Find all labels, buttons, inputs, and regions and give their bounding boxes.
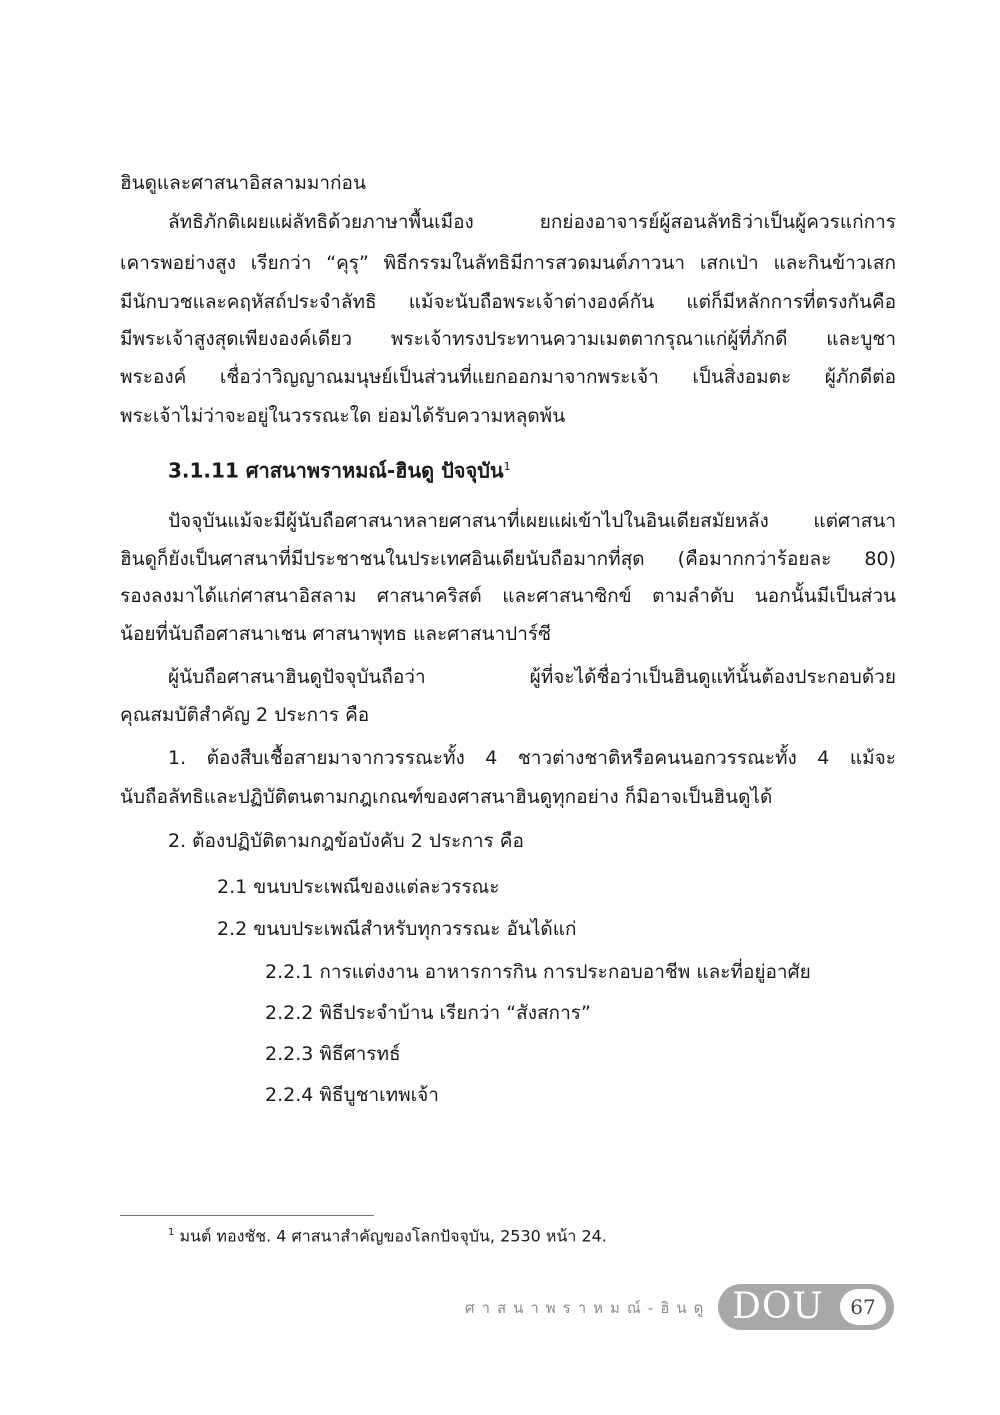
paragraph-line: มีนักบวชและคฤหัสถ์ประจำลัทธิ แม้จะนับถือพระเจ้าต่างองค์กัน แต่ก็มีหลักการที่ตรงกันคือ [120,291,896,313]
paragraph-line: คุณสมบัติสำคัญ 2 ประการ คือ [120,704,370,726]
running-title: ศาสนาพราหมณ์-ฮินดู [465,1299,711,1317]
section-heading-text: 3.1.11 ศาสนาพราหมณ์-ฮินดู ปัจจุบัน [168,458,504,483]
paragraph-line: มีพระเจ้าสูงสุดเพียงองค์เดียว พระเจ้าทรงประทานความเมตตากรุณาแก่ผู้ที่ภักดี และบูชา [120,328,896,350]
footnote-reference: 1 [503,460,511,473]
paragraph-line: ลัทธิภักติเผยแผ่ลัทธิด้วยภาษาพื้นเมือง ยกย่องอาจารย์ผู้สอนลัทธิว่าเป็นผู้ควรแก่การ [168,211,896,233]
footnote-divider [120,1215,374,1216]
footnote [168,1222,607,1247]
paragraph-line: ฮินดูก็ยังเป็นศาสนาที่มีประชาชนในประเทศอินเดียนับถือมากที่สุด (คือมากกว่าร้อยละ 80) [120,548,896,570]
paragraph-line: ปัจจุบันแม้จะมีผู้นับถือศาสนาหลายศาสนาที่เผยแผ่เข้าไปในอินเดียสมัยหลัง แต่ศาสนา [168,510,896,532]
sub-list-item: 2.1 ขนบประเพณีของแต่ละวรรณะ [217,876,500,898]
paragraph-line: รองลงมาได้แก่ศาสนาอิสลาม ศาสนาคริสต์ และศาสนาซิกข์ ตามลำดับ นอกนั้นมีเป็นส่วน [120,585,896,607]
sub-sub-list-item: 2.2.4 พิธีบูชาเทพเจ้า [265,1084,439,1106]
dou-logo-text: DOU [732,1286,824,1327]
section-heading [168,452,511,486]
sub-sub-list-item: 2.2.2 พิธีประจำบ้าน เรียกว่า “สังสการ” [265,1002,591,1024]
paragraph-line: พระองค์ เชื่อว่าวิญญาณมนุษย์เป็นส่วนที่แยกออกมาจากพระเจ้า เป็นสิ่งอมตะ ผู้ภักดีต่อ [120,366,896,388]
page-number: 67 [840,1289,886,1325]
list-item: 2. ต้องปฏิบัติตามกฎข้อบังคับ 2 ประการ คือ [168,830,524,852]
paragraph-line: เคารพอย่างสูง เรียกว่า “คุรุ” พิธีกรรมในลัทธิมีการสวดมนต์ภาวนา เสกเป่า และกินข้าวเสก [120,252,896,274]
paragraph-line: พระเจ้าไม่ว่าจะอยู่ในวรรณะใด ย่อมได้รับความหลุดพ้น [120,405,566,427]
paragraph-line: ผู้นับถือศาสนาฮินดูปัจจุบันถือว่า ผู้ที่จะได้ชื่อว่าเป็นฮินดูแท้นั้นต้องประกอบด้วย [168,666,896,688]
list-item: 1. ต้องสืบเชื้อสายมาจากวรรณะทั้ง 4 ชาวต่างชาติหรือคนนอกวรรณะทั้ง 4 แม้จะ [168,747,896,769]
dou-logo-badge [718,1284,894,1330]
paragraph-line: น้อยที่นับถือศาสนาเชน ศาสนาพุทธ และศาสนาปาร์ซี [120,623,551,645]
footnote-text: มนต์ ทองชัช. 4 ศาสนาสำคัญของโลกปัจจุบัน, 2530 หน้า 24. [179,1226,607,1246]
sub-sub-list-item: 2.2.3 พิธีศารทธ์ [265,1043,401,1065]
footnote-mark: 1 [168,1227,175,1238]
sub-sub-list-item: 2.2.1 การแต่งงาน อาหารการกิน การประกอบอาชีพ และที่อยู่อาศัย [265,961,811,983]
sub-list-item: 2.2 ขนบประเพณีสำหรับทุกวรรณะ อันได้แก่ [217,918,577,940]
list-item-continuation: นับถือลัทธิและปฏิบัติตนตามกฎเกณฑ์ของศาสนาฮินดูทุกอย่าง ก็มิอาจเป็นฮินดูได้ [120,786,773,808]
paragraph-line: ฮินดูและศาสนาอิสลามมาก่อน [120,172,366,194]
